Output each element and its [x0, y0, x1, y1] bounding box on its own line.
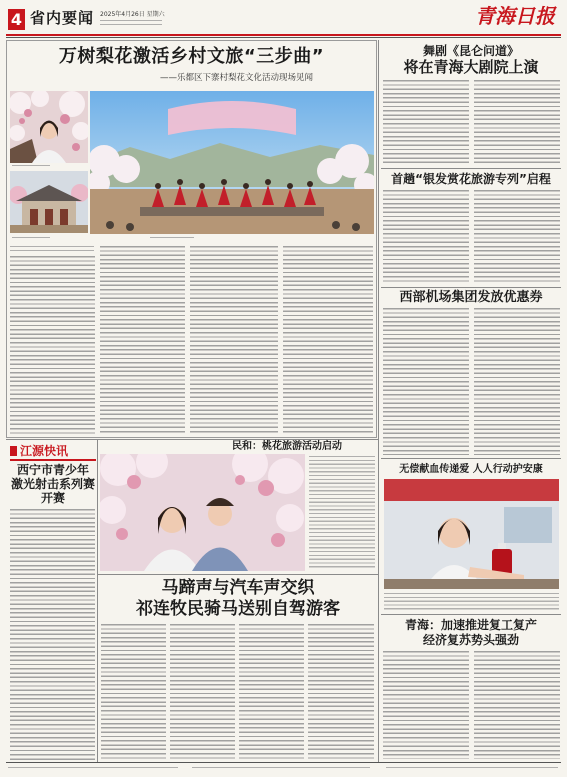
- body-text-column: [101, 624, 166, 760]
- body-text-column: [383, 190, 469, 284]
- silver-train-headline: 首趟“银发赏花旅游专列”启程: [391, 172, 551, 186]
- blood-donation-photo: [384, 479, 559, 589]
- photo-caption: [12, 237, 50, 241]
- article-divider: [381, 614, 561, 615]
- blood-donation-headline: 无偿献血传递爱 人人行动护安康: [399, 464, 543, 475]
- issue-date: 2025年4月26日 星期六: [100, 11, 165, 18]
- body-text-column: [190, 246, 278, 434]
- economy-headline-line-2: 经济复苏势头强劲: [422, 633, 519, 647]
- section-divider: [98, 574, 378, 575]
- photo-caption: [384, 593, 559, 611]
- editor-credits: [100, 20, 162, 25]
- economy-headline-line-1: 青海：加速推进复工复产: [404, 618, 537, 632]
- dance-drama-headline-top: 舞剧《昆仑问道》: [422, 44, 519, 58]
- footer-info: [192, 767, 370, 771]
- header-rule-thin: [6, 37, 561, 38]
- lead-article-headline: 万树梨花激活乡村文旅“三步曲”: [58, 46, 325, 67]
- shooting-headline-line-2: 激光射击系列赛: [10, 477, 95, 491]
- body-text-column: [383, 651, 469, 759]
- body-text-column: [474, 308, 560, 455]
- photo-caption: [12, 165, 50, 169]
- peach-blossom-photo: [100, 454, 305, 571]
- body-text-column: [239, 624, 304, 760]
- body-text-column: [474, 651, 560, 759]
- minhe-photo-headline: 民和：桃花旅游活动启动: [232, 441, 342, 452]
- blossom-portrait-photo: [10, 91, 88, 163]
- header-rule: [6, 34, 561, 36]
- body-text-column: [474, 80, 560, 166]
- lead-article-subheadline: ——乐都区下寨村梨花文化活动现场见闻: [159, 73, 313, 83]
- section-title: 省内要闻: [30, 9, 95, 27]
- airport-coupon-headline: 西部机场集团发放优惠券: [399, 290, 543, 305]
- jiangyuan-news-tag: 江源快讯: [10, 445, 96, 461]
- window: [504, 507, 552, 543]
- ground: [10, 225, 88, 233]
- building-doors: [30, 209, 68, 225]
- photo-caption: [309, 456, 375, 570]
- tag-marker: [10, 446, 17, 456]
- body-text-column: [10, 256, 95, 434]
- article-divider: [381, 458, 561, 459]
- table: [384, 579, 559, 589]
- shooting-headline-line-3: 开赛: [40, 491, 65, 505]
- photo-caption: [150, 237, 194, 241]
- article-divider: [381, 168, 561, 169]
- page-number: 4: [8, 9, 25, 30]
- red-banner: [384, 479, 559, 501]
- footer-info: [8, 767, 178, 771]
- dance-drama-headline: 将在青海大剧院上演: [403, 58, 539, 76]
- body-text-column: [170, 624, 235, 760]
- footer-info: [386, 767, 558, 771]
- qilian-headline-line-2: 祁连牧民骑马送别自驾游客: [136, 599, 340, 619]
- body-text-column: [100, 246, 185, 434]
- shooting-headline-line-1: 西宁市青少年: [16, 463, 89, 477]
- footer-rule: [6, 762, 561, 763]
- qilian-headline-line-1: 马蹄声与汽车声交织: [161, 578, 315, 598]
- body-text-column: [308, 624, 374, 760]
- pear-festival-performance-photo: [90, 91, 374, 234]
- body-text-column: [474, 190, 560, 284]
- column-divider: [378, 40, 379, 762]
- stage: [140, 207, 324, 216]
- newspaper-logo: 青海日报: [475, 4, 555, 28]
- body-text-column: [383, 308, 469, 455]
- article-divider: [381, 287, 561, 288]
- body-text-column: [283, 246, 373, 434]
- village-photo: [10, 171, 88, 233]
- section-divider: [6, 439, 378, 440]
- body-text-column: [10, 509, 95, 760]
- byline: [10, 246, 94, 252]
- body-text-column: [383, 80, 469, 166]
